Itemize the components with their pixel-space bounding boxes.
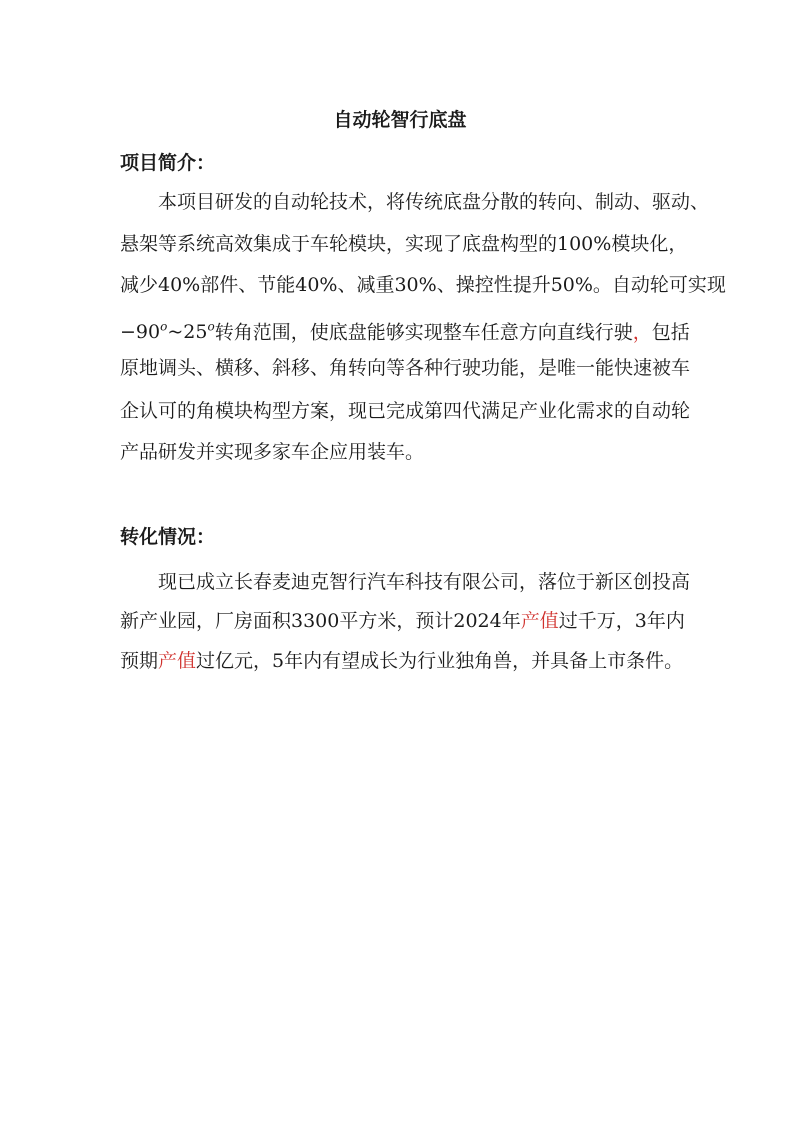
paragraph-line: 悬架等系统高效集成于车轮模块，实现了底盘构型的100%模块化， — [120, 233, 688, 255]
angle-range-formula — [120, 321, 215, 343]
line-text: 过亿元，5年内有望成长为行业独角兽，并具备上市条件。 — [196, 650, 684, 672]
paragraph-line: 原地调头、横移、斜移、角转向等各种行驶功能，是唯一能快速被车 — [120, 357, 691, 379]
degree-mark: o — [160, 320, 168, 334]
paragraph-line: 产品研发并实现多家车企应用装车。 — [120, 441, 425, 463]
highlighted-term: 产值 — [158, 650, 197, 672]
line-text: 转角范围，使底盘能够实现整车任意方向直线行驶 — [214, 321, 633, 344]
paragraph-line: 本项目研发的自动轮技术，将传统底盘分散的转向、制动、驱动、 — [158, 191, 710, 213]
line-text: 新产业园，厂房面积3300平方米，预计2024年 — [120, 610, 521, 632]
paragraph-line — [120, 648, 684, 674]
paragraph-line-angle-range — [120, 314, 690, 345]
paragraph-line: 现已成立长春麦迪克智行汽车科技有限公司，落位于新区创投高 — [158, 571, 691, 593]
angle-max: ~25 — [167, 321, 208, 344]
highlighted-term: 产值 — [520, 610, 559, 632]
line-text: 包括 — [651, 321, 690, 344]
document-title: 自动轮智行底盘 — [333, 109, 467, 131]
section-heading-commercialization: 转化情况： — [120, 526, 216, 548]
paragraph-line — [120, 608, 685, 634]
section-heading-project-intro: 项目简介： — [120, 152, 216, 174]
angle-min: −90 — [120, 321, 161, 344]
paragraph-line: 减少40%部件、节能40%、减重30%、操控性提升50%。自动轮可实现 — [120, 274, 726, 296]
line-text: 预期 — [120, 650, 159, 672]
degree-mark: o — [207, 320, 215, 334]
highlighted-comma: ， — [632, 321, 652, 344]
line-text: 过千万，3年内 — [558, 610, 685, 632]
paragraph-line: 企认可的角模块构型方案，现已完成第四代满足产业化需求的自动轮 — [120, 400, 691, 422]
